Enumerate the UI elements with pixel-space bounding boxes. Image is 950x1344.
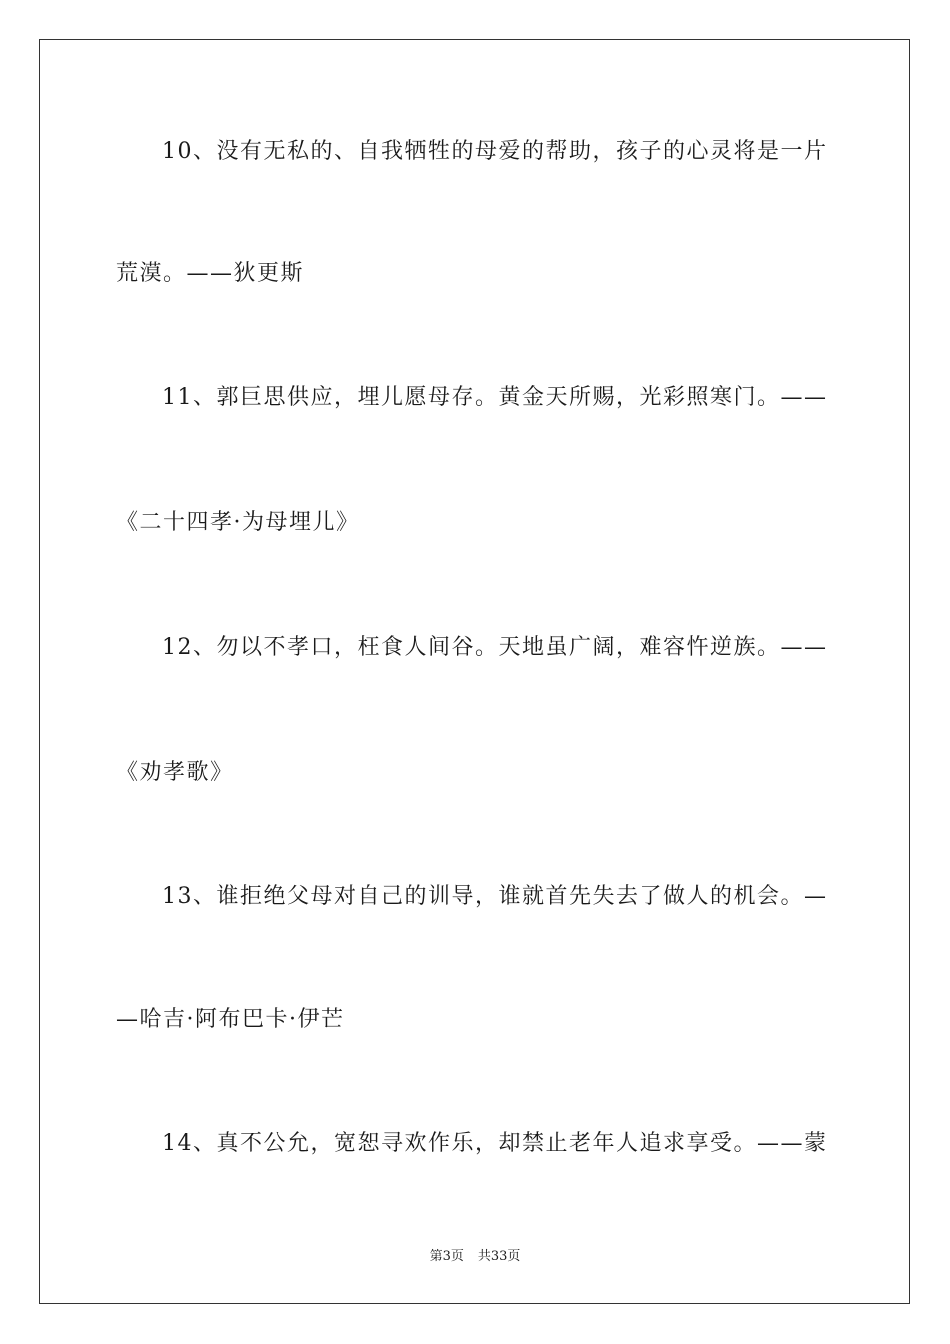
page-total: 共33页 xyxy=(477,1249,521,1264)
quote-11-line-2: 《二十四孝·为母埋儿》 xyxy=(116,510,360,535)
quote-13-line-2: —哈吉·阿布巴卡·伊芒 xyxy=(116,1007,345,1032)
quote-10-line-1: 10、没有无私的、自我牺牲的母爱的帮助，孩子的心灵将是一片 xyxy=(162,139,828,164)
quote-12-line-1: 12、勿以不孝口，枉食人间谷。天地虽广阔，难容忤逆族。—— xyxy=(162,635,828,660)
quote-14-line-1: 14、真不公允，宽恕寻欢作乐，却禁止老年人追求享受。——蒙 xyxy=(162,1131,828,1156)
quote-10-line-2: 荒漠。——狄更斯 xyxy=(116,261,305,286)
quote-13-line-1: 13、谁拒绝父母对自己的训导，谁就首先失去了做人的机会。— xyxy=(162,884,828,909)
page-number: 第3页 xyxy=(429,1249,464,1264)
page-border xyxy=(39,39,910,1304)
quote-12-line-2: 《劝孝歌》 xyxy=(116,760,234,785)
quote-11-line-1: 11、郭巨思供应，埋儿愿母存。黄金天所赐，光彩照寒门。—— xyxy=(162,385,828,410)
page-footer xyxy=(0,1248,950,1266)
